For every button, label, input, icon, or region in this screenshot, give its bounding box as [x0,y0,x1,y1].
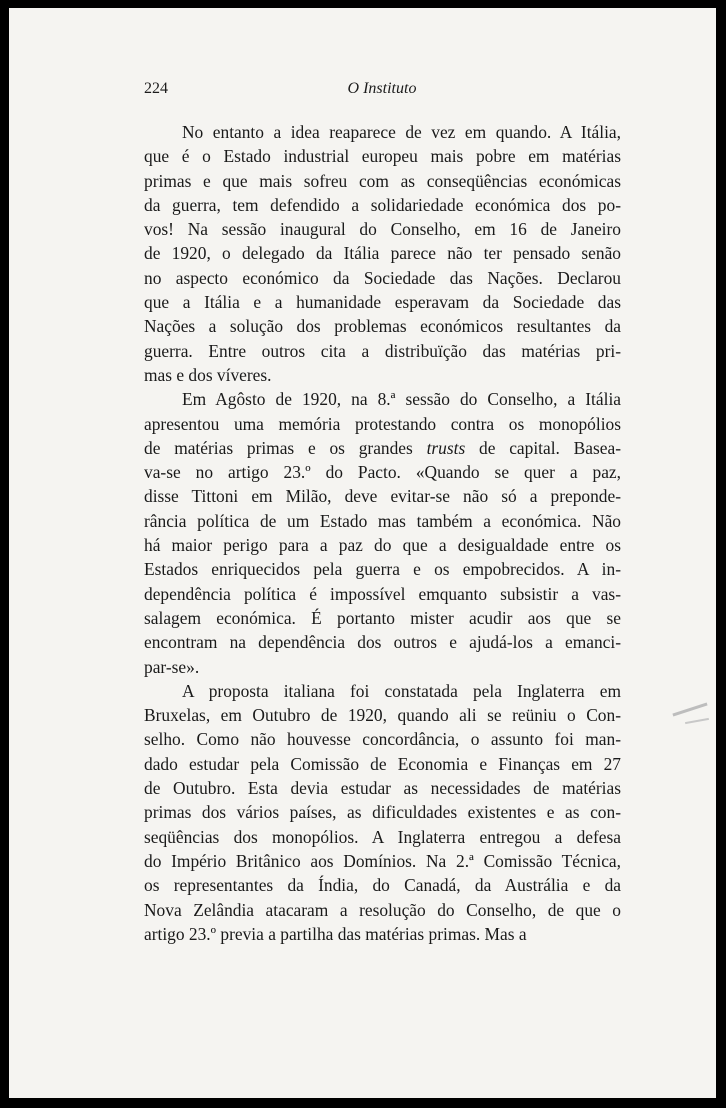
text-line: No entanto a idea reaparece de vez em quando. A Itália, [182,122,621,142]
body-text [144,120,621,946]
text-line: Estados enriquecidos pela guerra e os empobrecidos. A in- [144,559,621,580]
text-line: salagem económica. É portanto mister acudir aos que se [144,607,621,628]
text-line: Nações a solução dos problemas económicos resultantes da [144,316,621,337]
text-line: dado estudar pela Comissão de Economia e Finanças em 27 [144,753,621,774]
text-line: de 1920, o delegado da Itália parece não ter pensado senão [144,243,621,264]
text-line: encontram na dependência dos outros e ajudá-los a emanci- [144,632,621,653]
text-line: rância política de um Estado mas também a económica. Não [144,510,621,531]
text-line: disse Tittoni em Milão, deve evitar-se não só a preponde- [144,486,621,507]
text-line: há maior perigo para a paz do que a desigualdade entre os [144,535,621,556]
text-line: A proposta italiana foi constatada pela Inglaterra em [182,680,621,701]
text-line: da guerra, tem defendido a solidariedade económica dos po- [144,194,621,215]
page-header [144,80,620,102]
text-line: do Império Britânico aos Domínios. Na 2.ª Comissão Técnica, [144,850,621,871]
text-line: de Outubro. Esta devia estudar as necessidades de matérias [144,778,621,799]
page-number: 224 [144,80,168,97]
text-line: Nova Zelândia atacaram a resolução do Conselho, de que o [144,899,621,920]
text-line: primas dos vários países, as dificuldades existentes e as con- [144,802,621,823]
text-line: apresentou uma memória protestando contra os monopólios [144,413,621,434]
book-page [9,8,716,1098]
text-line: no aspecto económico da Sociedade das Nações. Declarou [144,267,621,288]
scan-mark [672,703,707,717]
text-line: par-se». [144,656,200,677]
paragraph [144,387,621,679]
text-line: primas e que mais sofreu com as conseqüências económicas [144,170,621,191]
text-line: seqüências dos monopólios. A Inglaterra entregou a defesa [144,826,621,847]
paragraph [144,120,621,387]
text-line: mas e dos víveres. [144,364,272,385]
text-line: que é o Estado industrial europeu mais pobre em matérias [144,146,621,167]
text-line: dependência política é impossível emquanto subsistir a vas- [144,583,621,604]
text-line: Em Agôsto de 1920, na 8.ª sessão do Conselho, a Itália [182,389,621,410]
text-line: selho. Como não houvesse concordância, o assunto foi man- [144,729,621,750]
text-line: va-se no artigo 23.º do Pacto. «Quando se quer a paz, [144,462,621,483]
scan-mark [685,718,709,724]
paragraph [144,679,621,946]
text-line: guerra. Entre outros cita a distribuïção das matérias pri- [144,340,621,361]
text-line: vos! Na sessão inaugural do Conselho, em 16 de Janeiro [144,219,621,240]
text-line: de matérias primas e os grandes trusts de capital. Basea- [144,437,621,458]
text-line: os representantes da Índia, do Canadá, da Austrália e da [144,875,621,896]
text-line: que a Itália e a humanidade esperavam da Sociedade das [144,292,621,313]
text-line: artigo 23.º previa a partilha das matérias primas. Mas a [144,923,527,944]
text-line: Bruxelas, em Outubro de 1920, quando ali se reüniu o Con- [144,705,621,726]
running-title: O Instituto [347,80,417,97]
